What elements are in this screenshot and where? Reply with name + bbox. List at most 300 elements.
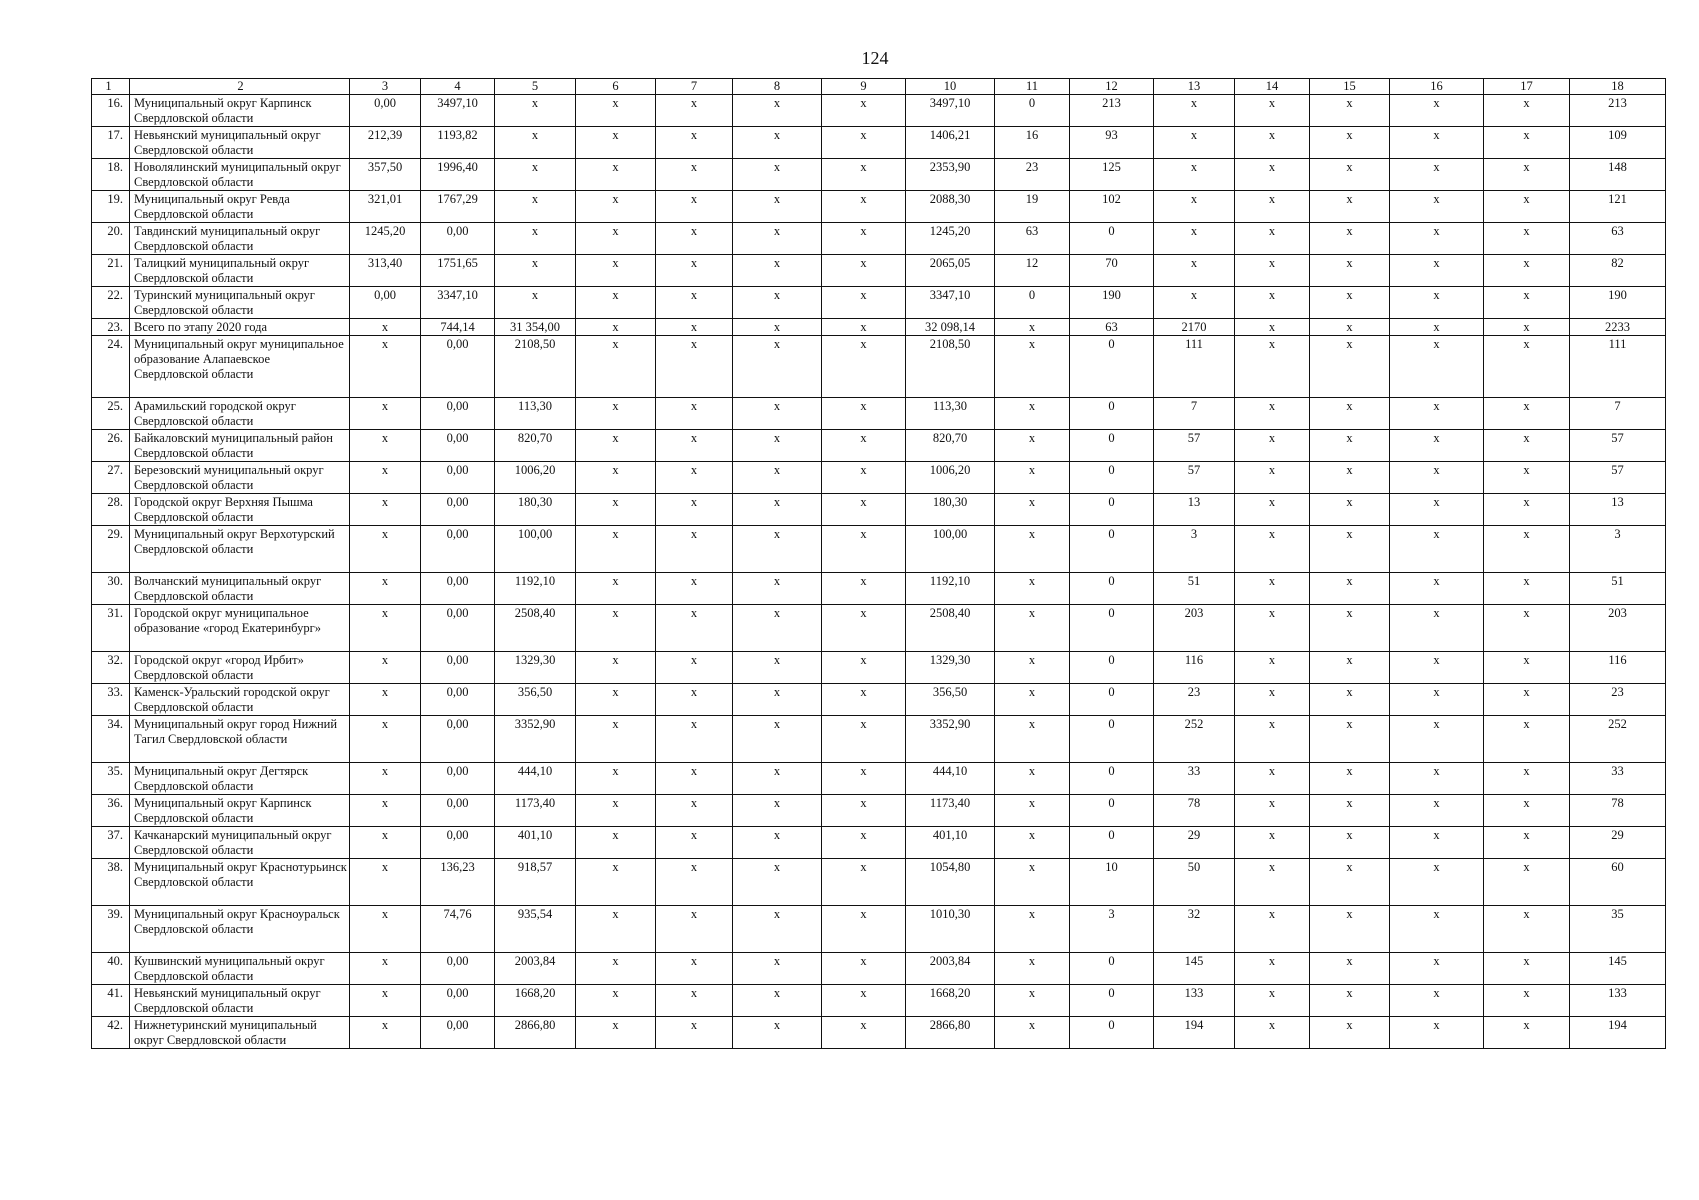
data-cell: x [733,795,822,827]
data-cell: x [1310,795,1390,827]
column-number-header: 8 [733,79,822,95]
data-cell: x [576,652,656,684]
data-cell: x [350,319,421,336]
data-cell: x [576,859,656,906]
table-row [92,462,1666,494]
data-cell: x [656,430,733,462]
data-cell: x [350,827,421,859]
data-cell: 0 [1070,336,1154,398]
data-cell: x [1235,652,1310,684]
data-cell: x [1154,95,1235,127]
data-cell: x [1390,1017,1484,1049]
table-row [92,526,1666,573]
data-cell: x [1154,191,1235,223]
data-cell: 0 [1070,763,1154,795]
row-number-cell: 31. [92,605,130,652]
data-cell: x [1484,795,1570,827]
data-cell: x [656,223,733,255]
data-cell: 1996,40 [421,159,495,191]
data-cell: x [576,95,656,127]
municipality-name-cell: Тавдинский муниципальный округ Свердловской области [130,223,350,255]
data-cell: 78 [1570,795,1666,827]
data-cell: x [1390,795,1484,827]
data-cell: x [1235,398,1310,430]
data-cell: x [656,462,733,494]
data-cell: x [576,255,656,287]
data-cell: 102 [1070,191,1154,223]
data-cell: x [995,462,1070,494]
data-cell: x [1390,494,1484,526]
data-cell: x [1390,191,1484,223]
data-cell: x [822,684,906,716]
data-cell: x [1390,159,1484,191]
data-cell: x [733,684,822,716]
data-cell: 3 [1570,526,1666,573]
data-cell: x [733,462,822,494]
data-cell: 2003,84 [906,953,995,985]
data-cell: x [1235,1017,1310,1049]
data-cell: x [1484,716,1570,763]
data-cell: 1173,40 [495,795,576,827]
data-cell: x [995,319,1070,336]
data-cell: 100,00 [495,526,576,573]
data-cell: 3347,10 [906,287,995,319]
data-cell: x [1310,906,1390,953]
table-row [92,859,1666,906]
data-cell: 116 [1154,652,1235,684]
data-cell: x [1310,573,1390,605]
data-cell: 32 098,14 [906,319,995,336]
table-row [92,573,1666,605]
data-cell: 0 [1070,827,1154,859]
row-number-cell: 29. [92,526,130,573]
table-row [92,827,1666,859]
data-cell: 63 [995,223,1070,255]
data-cell: 109 [1570,127,1666,159]
row-number-cell: 27. [92,462,130,494]
data-cell: x [733,494,822,526]
data-cell: 0,00 [421,795,495,827]
municipality-name-cell: Байкаловский муниципальный район Свердловской области [130,430,350,462]
data-cell: 180,30 [495,494,576,526]
data-cell: 357,50 [350,159,421,191]
data-cell: x [822,985,906,1017]
data-cell: x [1235,223,1310,255]
data-cell: x [822,287,906,319]
data-cell: 23 [1154,684,1235,716]
data-cell: 60 [1570,859,1666,906]
data-cell: x [576,763,656,795]
column-number-header: 16 [1390,79,1484,95]
data-cell: 1751,65 [421,255,495,287]
data-cell: 70 [1070,255,1154,287]
data-cell: x [1484,191,1570,223]
data-cell: x [1310,827,1390,859]
data-cell: x [995,716,1070,763]
data-cell: x [576,191,656,223]
data-cell: x [995,430,1070,462]
data-cell: 0,00 [421,398,495,430]
data-cell: x [1390,716,1484,763]
data-cell: 136,23 [421,859,495,906]
table-row [92,255,1666,287]
data-cell: 0,00 [421,462,495,494]
column-number-header: 4 [421,79,495,95]
data-cell: x [576,526,656,573]
data-cell: 203 [1570,605,1666,652]
row-number-cell: 36. [92,795,130,827]
data-cell: 313,40 [350,255,421,287]
data-cell: x [995,953,1070,985]
data-cell: x [656,953,733,985]
data-cell: x [822,398,906,430]
data-cell: 100,00 [906,526,995,573]
table-row [92,985,1666,1017]
row-number-cell: 33. [92,684,130,716]
data-cell: 145 [1570,953,1666,985]
data-cell: x [822,430,906,462]
data-cell: 63 [1070,319,1154,336]
data-cell: x [1235,985,1310,1017]
data-cell: x [1484,859,1570,906]
data-cell: x [733,985,822,1017]
data-cell: x [576,430,656,462]
data-cell: x [1390,605,1484,652]
data-cell: 0 [1070,684,1154,716]
data-cell: 212,39 [350,127,421,159]
data-cell: x [1235,336,1310,398]
row-number-cell: 25. [92,398,130,430]
data-cell: x [1154,223,1235,255]
data-cell: 1192,10 [906,573,995,605]
data-cell: x [1310,287,1390,319]
data-cell: 3352,90 [495,716,576,763]
data-cell: x [576,827,656,859]
table-row [92,795,1666,827]
data-cell: 401,10 [906,827,995,859]
municipality-name-cell: Муниципальный округ Карпинск Свердловской области [130,95,350,127]
row-number-cell: 21. [92,255,130,287]
data-cell: x [350,1017,421,1049]
data-cell: 57 [1570,430,1666,462]
data-cell: x [995,526,1070,573]
data-cell: x [350,906,421,953]
data-cell: x [1484,906,1570,953]
municipality-name-cell: Всего по этапу 2020 года [130,319,350,336]
municipality-name-cell: Городской округ Верхняя Пышма Свердловской области [130,494,350,526]
data-cell: x [576,398,656,430]
data-cell: x [1310,859,1390,906]
data-cell: x [733,255,822,287]
data-cell: x [656,573,733,605]
data-cell: 57 [1154,430,1235,462]
data-cell: x [1390,336,1484,398]
data-cell: 2233 [1570,319,1666,336]
data-cell: x [656,827,733,859]
data-cell: 1245,20 [350,223,421,255]
table-row [92,763,1666,795]
data-cell: x [1484,95,1570,127]
data-cell: x [995,906,1070,953]
data-cell: x [1310,716,1390,763]
data-cell: 50 [1154,859,1235,906]
data-cell: x [1310,127,1390,159]
data-cell: 29 [1570,827,1666,859]
data-cell: x [1484,573,1570,605]
data-cell: x [495,255,576,287]
data-cell: 7 [1154,398,1235,430]
table-row [92,652,1666,684]
data-cell: x [495,95,576,127]
municipality-name-cell: Качканарский муниципальный округ Свердловской области [130,827,350,859]
data-cell: x [733,716,822,763]
data-cell: x [1484,494,1570,526]
data-cell: x [733,95,822,127]
data-cell: 0 [995,95,1070,127]
data-cell: x [995,684,1070,716]
data-cell: x [1310,526,1390,573]
data-cell: x [733,1017,822,1049]
data-cell: x [1310,159,1390,191]
data-cell: 113,30 [906,398,995,430]
data-cell: x [822,95,906,127]
data-cell: x [656,763,733,795]
data-cell: x [350,985,421,1017]
data-cell: x [576,1017,656,1049]
data-cell: x [1310,255,1390,287]
row-number-cell: 37. [92,827,130,859]
data-cell: x [350,795,421,827]
data-cell: x [822,953,906,985]
data-cell: x [1390,827,1484,859]
data-cell: x [1310,430,1390,462]
data-cell: x [995,795,1070,827]
data-cell: x [350,859,421,906]
data-cell: 3 [1070,906,1154,953]
data-cell: x [822,526,906,573]
data-cell: x [1390,985,1484,1017]
data-cell: x [656,684,733,716]
data-cell: x [1390,906,1484,953]
data-cell: 203 [1154,605,1235,652]
data-cell: x [1390,255,1484,287]
data-cell: 10 [1070,859,1154,906]
data-cell: x [656,191,733,223]
data-cell: x [1484,652,1570,684]
data-cell: 0,00 [421,985,495,1017]
data-cell: x [1390,430,1484,462]
data-cell: x [350,336,421,398]
municipality-name-cell: Невьянский муниципальный округ Свердловской области [130,127,350,159]
data-cell: x [1235,287,1310,319]
municipality-name-cell: Муниципальный округ муниципальное образование Алапаевское Свердловской области [130,336,350,398]
data-cell: 63 [1570,223,1666,255]
data-cell: 1192,10 [495,573,576,605]
row-number-cell: 41. [92,985,130,1017]
data-cell: 1193,82 [421,127,495,159]
municipality-name-cell: Муниципальный округ Верхотурский Свердловской области [130,526,350,573]
data-cell: 29 [1154,827,1235,859]
page-number: 124 [861,48,889,68]
data-cell: x [733,336,822,398]
data-cell: 32 [1154,906,1235,953]
data-cell: x [822,462,906,494]
table-row [92,319,1666,336]
table-row [92,287,1666,319]
data-cell: x [822,191,906,223]
data-cell: x [822,859,906,906]
data-cell: x [822,716,906,763]
data-cell: 0,00 [421,827,495,859]
data-cell: x [822,763,906,795]
data-cell: 2353,90 [906,159,995,191]
data-cell: 3352,90 [906,716,995,763]
data-cell: 0,00 [350,95,421,127]
table-row [92,906,1666,953]
data-cell: x [1484,127,1570,159]
column-number-header: 9 [822,79,906,95]
data-cell: x [822,1017,906,1049]
data-cell: x [576,287,656,319]
data-cell: x [995,763,1070,795]
data-cell: 1329,30 [906,652,995,684]
data-cell: x [350,573,421,605]
data-cell: x [1484,159,1570,191]
row-number-cell: 32. [92,652,130,684]
column-number-header: 18 [1570,79,1666,95]
data-cell: 2065,05 [906,255,995,287]
data-cell: 0 [1070,398,1154,430]
data-cell: x [1484,462,1570,494]
data-cell: x [1310,953,1390,985]
data-cell: 2170 [1154,319,1235,336]
data-cell: 23 [1570,684,1666,716]
data-cell: 16 [995,127,1070,159]
data-cell: x [995,573,1070,605]
data-cell: 2108,50 [906,336,995,398]
data-cell: 0 [1070,526,1154,573]
data-cell: x [656,494,733,526]
data-cell: x [1154,255,1235,287]
data-cell: x [1390,573,1484,605]
data-cell: 13 [1570,494,1666,526]
data-cell: x [1310,1017,1390,1049]
data-cell: 1668,20 [495,985,576,1017]
data-cell: x [1310,652,1390,684]
data-cell: 0,00 [421,605,495,652]
data-cell: x [995,336,1070,398]
data-table [91,78,1666,1049]
data-cell: x [1390,127,1484,159]
data-cell: 0,00 [421,526,495,573]
table-row [92,191,1666,223]
data-cell: 51 [1154,573,1235,605]
data-cell: x [995,398,1070,430]
row-number-cell: 20. [92,223,130,255]
data-cell: x [1310,398,1390,430]
data-cell: x [733,953,822,985]
data-cell: x [995,859,1070,906]
table-row [92,684,1666,716]
data-cell: x [1310,336,1390,398]
data-cell: x [1154,287,1235,319]
data-cell: x [576,462,656,494]
data-cell: x [733,319,822,336]
data-cell: x [1235,159,1310,191]
data-cell: x [656,526,733,573]
data-cell: 0,00 [421,573,495,605]
row-number-cell: 16. [92,95,130,127]
data-cell: x [1235,462,1310,494]
data-cell: 1173,40 [906,795,995,827]
data-cell: x [822,494,906,526]
data-cell: x [995,605,1070,652]
data-cell: 3 [1154,526,1235,573]
row-number-cell: 28. [92,494,130,526]
municipality-name-cell: Арамильский городской округ Свердловской области [130,398,350,430]
data-cell: x [350,684,421,716]
municipality-name-cell: Каменск-Уральский городской округ Свердловской области [130,684,350,716]
data-cell: 1054,80 [906,859,995,906]
data-cell: x [733,127,822,159]
data-cell: 2866,80 [495,1017,576,1049]
data-cell: x [1390,223,1484,255]
data-cell: x [1310,494,1390,526]
data-cell: 0,00 [421,223,495,255]
municipality-name-cell: Городской округ муниципальное образование «город Екатеринбург» [130,605,350,652]
data-cell: 74,76 [421,906,495,953]
data-cell: x [1235,859,1310,906]
data-cell: 7 [1570,398,1666,430]
data-cell: 3497,10 [906,95,995,127]
data-cell: x [1484,319,1570,336]
data-cell: 111 [1570,336,1666,398]
data-cell: 148 [1570,159,1666,191]
data-cell: x [1235,430,1310,462]
data-cell: x [350,462,421,494]
data-cell: x [1484,526,1570,573]
data-cell: 3497,10 [421,95,495,127]
municipality-name-cell: Муниципальный округ Ревда Свердловской области [130,191,350,223]
municipality-name-cell: Туринский муниципальный округ Свердловской области [130,287,350,319]
data-cell: x [656,906,733,953]
data-cell: 33 [1570,763,1666,795]
data-cell: x [733,859,822,906]
data-cell: 2003,84 [495,953,576,985]
data-cell: x [995,1017,1070,1049]
data-cell: x [822,795,906,827]
data-cell: 1006,20 [906,462,995,494]
table-row [92,223,1666,255]
table-row [92,716,1666,763]
municipality-name-cell: Волчанский муниципальный округ Свердловской области [130,573,350,605]
data-cell: 133 [1154,985,1235,1017]
row-number-cell: 22. [92,287,130,319]
data-cell: x [1235,95,1310,127]
data-cell: 133 [1570,985,1666,1017]
data-cell: x [576,223,656,255]
data-cell: x [1484,605,1570,652]
data-cell: x [1235,763,1310,795]
table-row [92,1017,1666,1049]
header-row [92,79,1666,95]
data-cell: x [1235,573,1310,605]
data-cell: 93 [1070,127,1154,159]
data-cell: x [656,716,733,763]
data-cell: x [656,127,733,159]
data-cell: x [495,127,576,159]
table-row [92,398,1666,430]
